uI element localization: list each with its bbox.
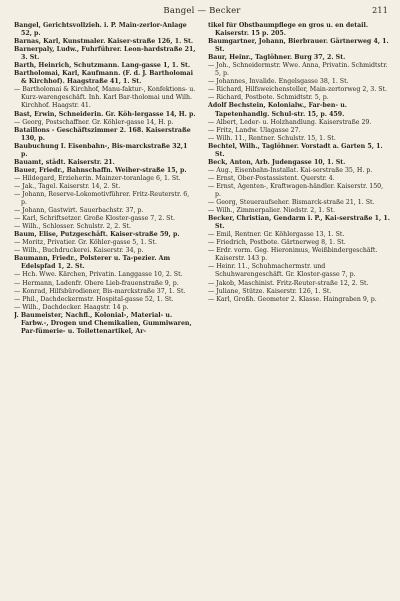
directory-entry: — Aug., Eisenbahn-Installat. Kai-serstraße 35, H. p.: [208, 166, 373, 174]
directory-entry: — Moritz, Privatier. Gr. Köhler-gasse 5, 1. St.: [14, 239, 157, 247]
directory-entry: Adolf Bechstein, Kolonialw., Far-ben- u. Tapetenhandlg. Schul-str. 15, p. 459.: [208, 102, 347, 118]
directory-entry: — Ernst, Agenten-, Kraftwagen-händler. Kaiserstr. 150, p.: [208, 182, 384, 198]
directory-entry: Barth, Heinrich, Schutzmann. Lang-gasse 1, 1. St.: [14, 62, 191, 70]
directory-entry: — Erdr. vorm. Geg. Hieronimus, Weißbindergeschäft. Kaiserstr. 143 p.: [208, 247, 378, 263]
directory-entry: Baubuchung I. Eisenbahn-, Bis-marckstraße 32,1 p.: [14, 142, 188, 158]
directory-entry: Bast, Erwin, Schneiderin. Gr. Köh-lergasse 14, H. p.: [14, 110, 196, 118]
directory-entry: — Karl, Schriftsetzer. Große Kloster-gasse 7, 2. St.: [14, 215, 175, 223]
directory-entry: — Joh., Schneidermstr. Wwe. Anna, Privatin. Schmidtstr. 5, p.: [208, 62, 388, 78]
directory-entry: Baur, Heinr., Taglöhner. Burg 37, 2. St.: [208, 54, 346, 62]
directory-entry: — Hildegard, Erzieherin. Mainzer-toranlage 6, 1. St.: [14, 174, 181, 182]
directory-entry: — Johann, Gastwirt. Sauerbachstr. 37, p.: [14, 207, 144, 215]
directory-entry: — Phil., Dachdeckermstr. Hospital-gasse 52, 1. St.: [14, 295, 174, 303]
directory-entry: — Wilh., Dachdecker. Haagstr. 14 p.: [14, 303, 129, 311]
directory-entry: — Friedrich, Postbote. Gärtnerweg 8, 1. St.: [208, 239, 346, 247]
directory-entry: — Konrad, Hilfsbürodiener, Bis-marckstraße 37, 1. St.: [14, 287, 186, 295]
directory-columns: [14, 22, 390, 597]
directory-entry: — Wilh., Zimmerpalier. Niedstr. 2, 1. St.: [208, 207, 335, 215]
directory-entry: — Wilh. 11., Rentner. Schulstr. 15, 1. St.: [208, 134, 336, 142]
directory-entry: Bartholomai, Karl, Kaufmann. (F. d. J. Bartholomai & Kirchhof). Haagstraße 41, 1. St.: [14, 70, 193, 86]
directory-entry: — Hch. Wwe. Kärchen, Privatin. Langgasse 10, 2. St.: [14, 271, 183, 279]
directory-entry: Bechtel, Wilh., Taglöhner. Vorstadt a. Garten 5, 1. St.: [208, 142, 383, 158]
directory-entry: — Fritz, Landw. Ulagasse 27.: [208, 126, 301, 134]
directory-entry: Barnas, Karl, Kunstmaler. Kaiser-straße 126, 1. St.: [14, 38, 194, 46]
page-header: [14, 6, 390, 22]
directory-entry: — Johannes, Invalide. Engelsgasse 38, 1. St.: [208, 78, 349, 86]
left-column: [14, 22, 196, 597]
directory-entry: Bauer, Friedr., Bahnschaffn. Weiher-straße 15, p.: [14, 166, 187, 174]
directory-entry: — Georg, Steueraufseher. Bismarck-straße 21, 1. St.: [208, 199, 375, 207]
page-number: 211: [372, 6, 388, 15]
directory-entry: — Karl, Großh. Geometer 2. Klasse. Haingraben 9, p.: [208, 295, 377, 303]
directory-entry: — Emil, Rentner. Gr. Köhlergasse 13, 1. St.: [208, 231, 345, 239]
running-title: Bangel — Becker: [163, 6, 241, 16]
directory-entry: — Richard, Hilfsweichensteller, Main-zertorweg 2, 3. St.: [208, 86, 388, 94]
directory-entry: — Johann, Reserve-Lokomotivführer. Fritz-Reuterstr. 6, p.: [14, 190, 190, 207]
directory-entry: Bauamt, städt. Kaiserstr. 21.: [14, 158, 115, 166]
directory-entry: — Heinr. 11., Schuhmachermstr. und Schuhwarengeschäft. Gr. Kloster-gasse 7, p.: [208, 263, 356, 279]
directory-entry: — Juliane, Stütze. Kaiserstr. 126, 1. St.: [208, 287, 332, 295]
directory-entry: Barnerpaly, Ludw., Fuhrführer. Leon-hardstraße 21, 3. St.: [14, 46, 196, 62]
directory-entry: — Ernst, Ober-Postassistent. Querstr. 4.: [208, 174, 335, 182]
directory-entry: J. Baumeister, Nachfl., Kolonial-, Material- u. Farbw.-, Drogen und Chemikalien, Gummiwaren, Par-fümerie- u. Toilettenartikel, Ar-: [14, 311, 192, 335]
directory-entry: tikel für Obstbaumpflege en gros u. en detail. Kaiserstr. 15 p. 205.: [208, 22, 369, 38]
directory-entry: Baumann, Friedr., Polsterer u. Ta-pezier. Am Edelspfad 1, 2. St.: [14, 255, 171, 271]
directory-entry: Beck, Anton, Arb. Judengasse 10, 1. St.: [208, 158, 346, 166]
directory-entry: — Wilh., Buchdruckerei. Kaiserstr. 34, p.: [14, 247, 144, 255]
directory-entry: Becker, Christian, Gendarm i. P., Kai-serstraße 1, 1. St.: [208, 215, 390, 231]
directory-entry: — Bartholomai & Kirchhof, Manu-faktur-, Konfektions- u. Kurz-warengeschäft. Inh. Karl Bar-tholomai und Wilh. Kirchhof. Haagstr. 41.: [14, 86, 196, 110]
directory-entry: — Albert, Leder- u. Holzhandlung. Kaiserstraße 29.: [208, 118, 372, 126]
directory-entry: — Hermann, Ladenfr. Obere Lieb-frauenstraße 9, p.: [14, 279, 179, 287]
directory-entry: — Jak., Tagel. Kaiserstr. 14, 2. St.: [14, 182, 121, 190]
right-column: [208, 22, 390, 597]
directory-entry: — Jakob, Maschinist. Fritz-Reuter-straße 12, 2. St.: [208, 279, 369, 287]
directory-entry: — Georg, Postschaffner. Gr. Köhler-gasse 14, H. p.: [14, 118, 174, 126]
directory-entry: — Wilh., Schlosser. Schulstr. 2, 2. St.: [14, 223, 131, 231]
directory-entry: Bataillons - Geschäftszimmer 2. 168. Kaiserstraße 130, p.: [14, 126, 191, 142]
directory-entry: — Richard, Postbote. Schmidtstr. 5, p.: [208, 94, 329, 102]
directory-entry: Baum, Elise, Putzgeschäft. Kaiser-straße 59, p.: [14, 231, 180, 239]
directory-entry: Baumgartner, Johann, Bierbrauer. Gärtnerweg 4, 1. St.: [208, 38, 389, 54]
directory-entry: Bangel, Gerichtsvollzieh. i. P. Main-zerlor-Anlage 52, p.: [14, 22, 187, 38]
